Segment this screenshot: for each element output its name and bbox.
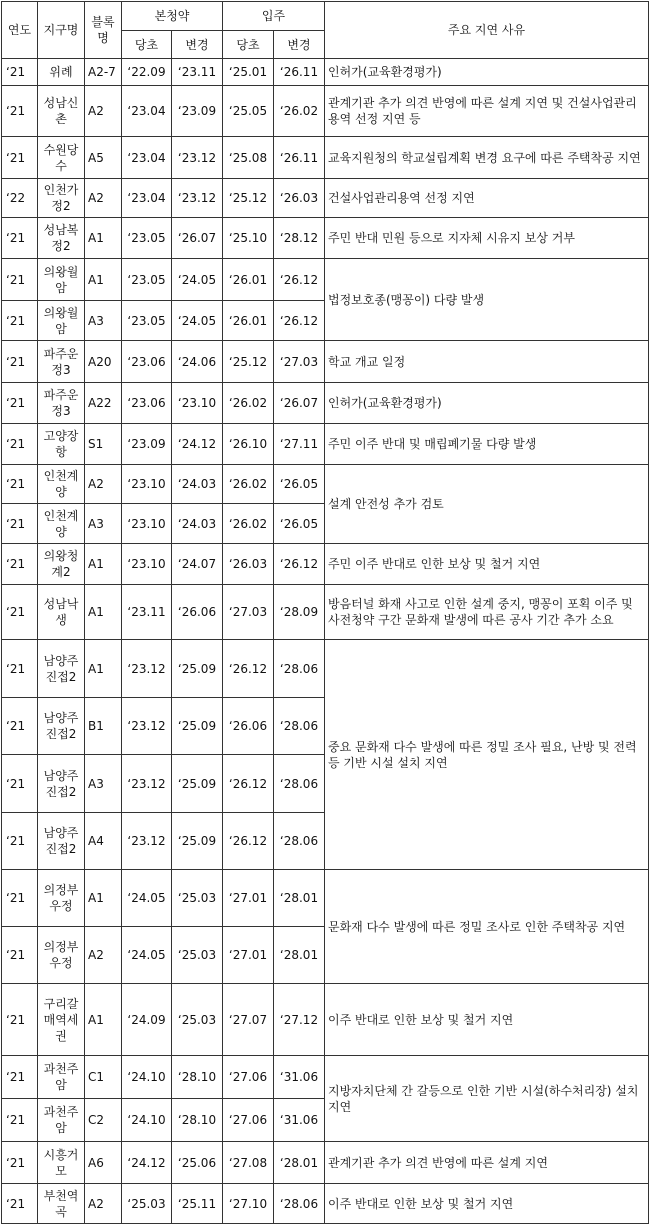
subscription-initial-cell: ‘23.04	[122, 179, 172, 218]
movein-initial-cell: ‘26.12	[223, 813, 274, 870]
reason-cell: 이주 반대로 인한 보상 및 철거 지연	[325, 1184, 649, 1224]
year-cell: ‘21	[2, 813, 38, 870]
movein-initial-cell: ‘27.06	[223, 1056, 274, 1099]
district-cell: 의왕월암	[38, 301, 85, 341]
reason-cell: 방음터널 화재 사고로 인한 설계 중지, 맹꽁이 포획 이주 및 사전청약 구간 문화재 발생에 따른 공사 기간 추가 소요	[325, 585, 649, 640]
subscription-changed-cell: ‘24.05	[172, 301, 223, 341]
year-cell: ‘21	[2, 341, 38, 383]
district-cell: 고양장항	[38, 424, 85, 465]
movein-initial-cell: ‘25.08	[223, 137, 274, 179]
reason-cell: 인허가(교육환경평가)	[325, 383, 649, 424]
movein-changed-cell: ‘26.02	[274, 86, 325, 137]
reason-cell: 지방자치단체 간 갈등으로 인한 기반 시설(하수처리장) 설치 지연	[325, 1056, 649, 1142]
year-cell: ‘21	[2, 301, 38, 341]
block-cell: A1	[85, 218, 122, 259]
reason-cell: 관계기관 추가 의견 반영에 따른 설계 지연 및 건설사업관리용역 선정 지연 등	[325, 86, 649, 137]
movein-changed-cell: ‘26.11	[274, 59, 325, 86]
year-cell: ‘21	[2, 383, 38, 424]
district-cell: 인천계양	[38, 504, 85, 544]
subscription-initial-cell: ‘25.03	[122, 1184, 172, 1224]
movein-changed-cell: ‘26.07	[274, 383, 325, 424]
block-cell: C2	[85, 1099, 122, 1142]
block-cell: A2	[85, 927, 122, 984]
subscription-initial-cell: ‘23.12	[122, 755, 172, 813]
subscription-changed-cell: ‘25.06	[172, 1142, 223, 1184]
movein-initial-cell: ‘26.02	[223, 383, 274, 424]
header-movein: 입주	[223, 2, 325, 31]
header-year: 연도	[2, 2, 38, 59]
movein-initial-cell: ‘25.01	[223, 59, 274, 86]
year-cell: ‘21	[2, 259, 38, 301]
district-cell: 남양주진접2	[38, 755, 85, 813]
block-cell: A2	[85, 1184, 122, 1224]
district-cell: 파주운정3	[38, 341, 85, 383]
movein-changed-cell: ‘27.03	[274, 341, 325, 383]
subscription-changed-cell: ‘24.07	[172, 544, 223, 585]
block-cell: A3	[85, 504, 122, 544]
movein-initial-cell: ‘27.01	[223, 927, 274, 984]
district-cell: 위례	[38, 59, 85, 86]
district-cell: 과천주암	[38, 1056, 85, 1099]
year-cell: ‘21	[2, 1056, 38, 1099]
district-cell: 남양주진접2	[38, 813, 85, 870]
district-cell: 성남낙생	[38, 585, 85, 640]
header-district: 지구명	[38, 2, 85, 59]
table-row	[2, 1184, 649, 1224]
year-cell: ‘21	[2, 698, 38, 755]
district-cell: 인천계양	[38, 465, 85, 504]
movein-changed-cell: ‘28.01	[274, 1142, 325, 1184]
block-cell: C1	[85, 1056, 122, 1099]
movein-initial-cell: ‘26.01	[223, 259, 274, 301]
block-cell: A2	[85, 86, 122, 137]
subscription-changed-cell: ‘25.09	[172, 813, 223, 870]
subscription-changed-cell: ‘24.05	[172, 259, 223, 301]
table-row	[2, 544, 649, 585]
subscription-changed-cell: ‘25.09	[172, 755, 223, 813]
movein-changed-cell: ‘31.06	[274, 1056, 325, 1099]
subscription-initial-cell: ‘23.11	[122, 585, 172, 640]
year-cell: ‘21	[2, 1184, 38, 1224]
block-cell: A2-7	[85, 59, 122, 86]
movein-initial-cell: ‘27.01	[223, 870, 274, 927]
movein-changed-cell: ‘26.03	[274, 179, 325, 218]
block-cell: A20	[85, 341, 122, 383]
subscription-initial-cell: ‘24.10	[122, 1056, 172, 1099]
year-cell: ‘21	[2, 984, 38, 1056]
movein-changed-cell: ‘28.06	[274, 640, 325, 698]
block-cell: A1	[85, 585, 122, 640]
district-cell: 구리갈매역세권	[38, 984, 85, 1056]
district-cell: 시흥거모	[38, 1142, 85, 1184]
block-cell: A2	[85, 465, 122, 504]
movein-changed-cell: ‘28.01	[274, 870, 325, 927]
subscription-changed-cell: ‘25.09	[172, 640, 223, 698]
movein-changed-cell: ‘31.06	[274, 1099, 325, 1142]
year-cell: ‘21	[2, 755, 38, 813]
block-cell: A1	[85, 544, 122, 585]
table-row	[2, 465, 649, 504]
subscription-changed-cell: ‘28.10	[172, 1099, 223, 1142]
year-cell: ‘21	[2, 1099, 38, 1142]
movein-initial-cell: ‘25.12	[223, 341, 274, 383]
header-block: 블록명	[85, 2, 122, 59]
subscription-changed-cell: ‘28.10	[172, 1056, 223, 1099]
movein-changed-cell: ‘28.06	[274, 1184, 325, 1224]
block-cell: A22	[85, 383, 122, 424]
block-cell: A3	[85, 755, 122, 813]
subscription-changed-cell: ‘24.03	[172, 504, 223, 544]
header-subscription: 본청약	[122, 2, 223, 31]
table-row	[2, 218, 649, 259]
table-row	[2, 86, 649, 137]
movein-initial-cell: ‘25.12	[223, 179, 274, 218]
subscription-changed-cell: ‘25.03	[172, 984, 223, 1056]
year-cell: ‘21	[2, 544, 38, 585]
movein-changed-cell: ‘28.06	[274, 698, 325, 755]
year-cell: ‘21	[2, 927, 38, 984]
block-cell: A6	[85, 1142, 122, 1184]
reason-cell: 문화재 다수 발생에 따른 정밀 조사로 인한 주택착공 지연	[325, 870, 649, 984]
reason-cell: 주민 이주 반대 및 매립폐기물 다량 발생	[325, 424, 649, 465]
table-body	[2, 59, 649, 1224]
subscription-changed-cell: ‘26.06	[172, 585, 223, 640]
subscription-changed-cell: ‘26.07	[172, 218, 223, 259]
year-cell: ‘21	[2, 870, 38, 927]
header-movein-changed: 변경	[274, 31, 325, 59]
subscription-changed-cell: ‘25.11	[172, 1184, 223, 1224]
subscription-initial-cell: ‘23.05	[122, 259, 172, 301]
subscription-initial-cell: ‘24.09	[122, 984, 172, 1056]
district-cell: 남양주진접2	[38, 640, 85, 698]
table-row	[2, 259, 649, 301]
movein-initial-cell: ‘27.06	[223, 1099, 274, 1142]
movein-initial-cell: ‘26.12	[223, 755, 274, 813]
year-cell: ‘21	[2, 465, 38, 504]
district-cell: 과천주암	[38, 1099, 85, 1142]
movein-initial-cell: ‘26.01	[223, 301, 274, 341]
table-row	[2, 640, 649, 698]
table-row	[2, 585, 649, 640]
movein-changed-cell: ‘26.05	[274, 504, 325, 544]
subscription-changed-cell: ‘25.03	[172, 927, 223, 984]
block-cell: A4	[85, 813, 122, 870]
district-cell: 성남신촌	[38, 86, 85, 137]
subscription-changed-cell: ‘23.12	[172, 179, 223, 218]
movein-initial-cell: ‘25.10	[223, 218, 274, 259]
year-cell: ‘21	[2, 86, 38, 137]
subscription-changed-cell: ‘23.09	[172, 86, 223, 137]
movein-changed-cell: ‘27.12	[274, 984, 325, 1056]
district-cell: 의정부우정	[38, 870, 85, 927]
district-cell: 수원당수	[38, 137, 85, 179]
movein-changed-cell: ‘26.12	[274, 259, 325, 301]
year-cell: ‘21	[2, 218, 38, 259]
district-cell: 파주운정3	[38, 383, 85, 424]
subscription-initial-cell: ‘24.10	[122, 1099, 172, 1142]
movein-initial-cell: ‘26.03	[223, 544, 274, 585]
subscription-initial-cell: ‘23.09	[122, 424, 172, 465]
block-cell: A1	[85, 640, 122, 698]
movein-changed-cell: ‘28.12	[274, 218, 325, 259]
year-cell: ‘21	[2, 504, 38, 544]
movein-initial-cell: ‘27.08	[223, 1142, 274, 1184]
movein-changed-cell: ‘28.01	[274, 927, 325, 984]
district-cell: 의정부우정	[38, 927, 85, 984]
movein-changed-cell: ‘26.12	[274, 544, 325, 585]
movein-initial-cell: ‘27.10	[223, 1184, 274, 1224]
movein-initial-cell: ‘25.05	[223, 86, 274, 137]
block-cell: A1	[85, 259, 122, 301]
block-cell: S1	[85, 424, 122, 465]
table-row	[2, 383, 649, 424]
subscription-initial-cell: ‘22.09	[122, 59, 172, 86]
header-reason: 주요 지연 사유	[325, 2, 649, 59]
district-cell: 성남복정2	[38, 218, 85, 259]
subscription-initial-cell: ‘23.06	[122, 341, 172, 383]
subscription-initial-cell: ‘23.06	[122, 383, 172, 424]
reason-cell: 이주 반대로 인한 보상 및 철거 지연	[325, 984, 649, 1056]
subscription-changed-cell: ‘23.12	[172, 137, 223, 179]
district-cell: 의왕월암	[38, 259, 85, 301]
movein-changed-cell: ‘28.06	[274, 813, 325, 870]
movein-changed-cell: ‘26.05	[274, 465, 325, 504]
subscription-changed-cell: ‘23.10	[172, 383, 223, 424]
reason-cell: 설계 안전성 추가 검토	[325, 465, 649, 544]
table-row	[2, 424, 649, 465]
year-cell: ‘21	[2, 1142, 38, 1184]
subscription-initial-cell: ‘23.12	[122, 640, 172, 698]
subscription-initial-cell: ‘23.10	[122, 504, 172, 544]
block-cell: A1	[85, 984, 122, 1056]
subscription-initial-cell: ‘23.12	[122, 698, 172, 755]
subscription-initial-cell: ‘23.04	[122, 86, 172, 137]
subscription-initial-cell: ‘23.12	[122, 813, 172, 870]
year-cell: ‘22	[2, 179, 38, 218]
table-row	[2, 870, 649, 927]
reason-cell: 법정보호종(맹꽁이) 다량 발생	[325, 259, 649, 341]
block-cell: B1	[85, 698, 122, 755]
subscription-initial-cell: ‘24.05	[122, 870, 172, 927]
table-row	[2, 59, 649, 86]
reason-cell: 주민 반대 민원 등으로 지자체 시유지 보상 거부	[325, 218, 649, 259]
district-cell: 의왕청계2	[38, 544, 85, 585]
block-cell: A5	[85, 137, 122, 179]
delay-table	[1, 1, 649, 1224]
subscription-initial-cell: ‘23.10	[122, 465, 172, 504]
subscription-initial-cell: ‘23.05	[122, 218, 172, 259]
subscription-changed-cell: ‘24.12	[172, 424, 223, 465]
reason-cell: 건설사업관리용역 선정 지연	[325, 179, 649, 218]
reason-cell: 관계기관 추가 의견 반영에 따른 설계 지연	[325, 1142, 649, 1184]
table-row	[2, 341, 649, 383]
subscription-initial-cell: ‘23.05	[122, 301, 172, 341]
subscription-initial-cell: ‘23.04	[122, 137, 172, 179]
movein-initial-cell: ‘26.10	[223, 424, 274, 465]
subscription-changed-cell: ‘25.09	[172, 698, 223, 755]
table-row	[2, 1056, 649, 1099]
reason-cell: 중요 문화재 다수 발생에 따른 정밀 조사 필요, 난방 및 전력 등 기반 시설 설치 지연	[325, 640, 649, 870]
movein-initial-cell: ‘26.02	[223, 465, 274, 504]
block-cell: A3	[85, 301, 122, 341]
table-row	[2, 984, 649, 1056]
table-row	[2, 1142, 649, 1184]
subscription-initial-cell: ‘23.10	[122, 544, 172, 585]
subscription-changed-cell: ‘24.03	[172, 465, 223, 504]
movein-initial-cell: ‘26.02	[223, 504, 274, 544]
year-cell: ‘21	[2, 59, 38, 86]
header-subscription-initial: 당초	[122, 31, 172, 59]
movein-initial-cell: ‘27.03	[223, 585, 274, 640]
district-cell: 인천가정2	[38, 179, 85, 218]
table-row	[2, 179, 649, 218]
movein-changed-cell: ‘26.11	[274, 137, 325, 179]
movein-changed-cell: ‘27.11	[274, 424, 325, 465]
subscription-initial-cell: ‘24.05	[122, 927, 172, 984]
movein-changed-cell: ‘28.06	[274, 755, 325, 813]
movein-initial-cell: ‘27.07	[223, 984, 274, 1056]
block-cell: A2	[85, 179, 122, 218]
header-subscription-changed: 변경	[172, 31, 223, 59]
reason-cell: 주민 이주 반대로 인한 보상 및 철거 지연	[325, 544, 649, 585]
year-cell: ‘21	[2, 585, 38, 640]
table-row	[2, 137, 649, 179]
movein-initial-cell: ‘26.12	[223, 640, 274, 698]
subscription-changed-cell: ‘24.06	[172, 341, 223, 383]
district-cell: 남양주진접2	[38, 698, 85, 755]
reason-cell: 학교 개교 일정	[325, 341, 649, 383]
movein-changed-cell: ‘26.12	[274, 301, 325, 341]
movein-changed-cell: ‘28.09	[274, 585, 325, 640]
district-cell: 부천역곡	[38, 1184, 85, 1224]
subscription-changed-cell: ‘23.11	[172, 59, 223, 86]
subscription-initial-cell: ‘24.12	[122, 1142, 172, 1184]
header-movein-initial: 당초	[223, 31, 274, 59]
year-cell: ‘21	[2, 137, 38, 179]
reason-cell: 인허가(교육환경평가)	[325, 59, 649, 86]
reason-cell: 교육지원청의 학교설립계획 변경 요구에 따른 주택착공 지연	[325, 137, 649, 179]
year-cell: ‘21	[2, 640, 38, 698]
movein-initial-cell: ‘26.06	[223, 698, 274, 755]
year-cell: ‘21	[2, 424, 38, 465]
block-cell: A1	[85, 870, 122, 927]
subscription-changed-cell: ‘25.03	[172, 870, 223, 927]
